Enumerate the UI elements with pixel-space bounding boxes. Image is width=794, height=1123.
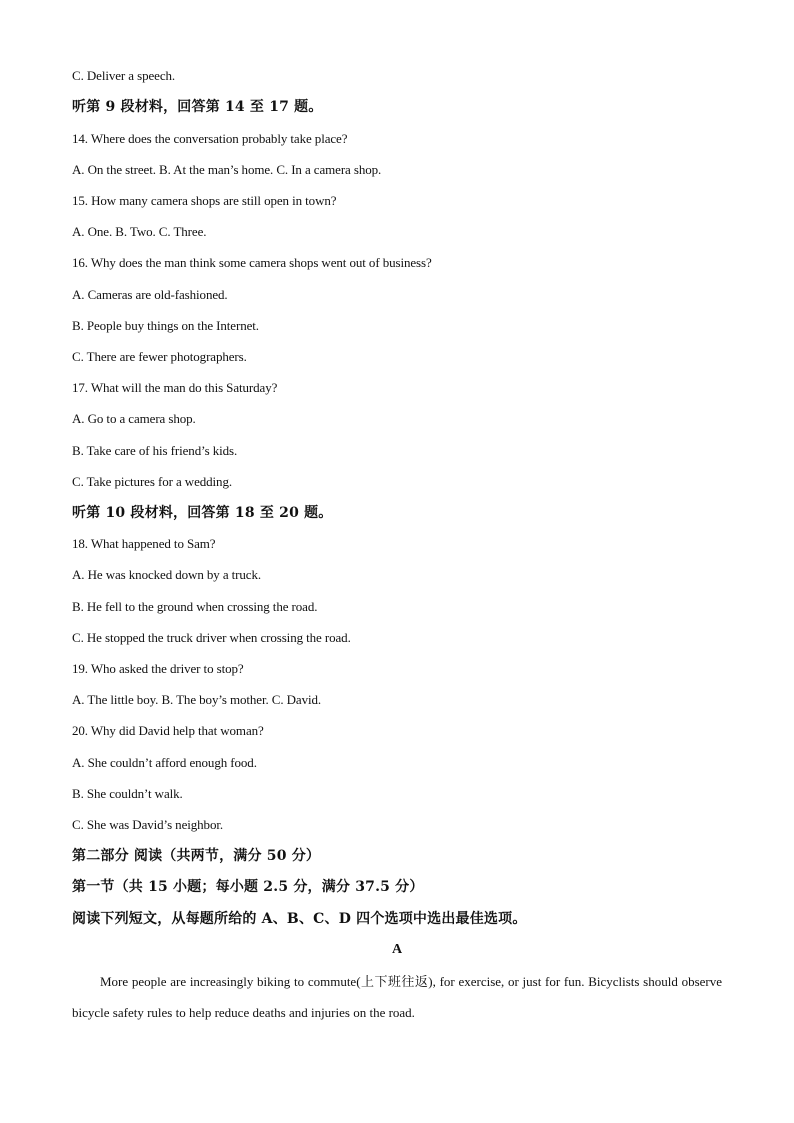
- option-line: A. He was knocked down by a truck.: [72, 567, 262, 582]
- option-line: A. She couldn’t afford enough food.: [72, 755, 257, 770]
- question-line: 20. Why did David help that woman?: [72, 723, 264, 738]
- question-line: 14. Where does the conversation probably take place?: [72, 131, 348, 146]
- passage-paragraph: More people are increasingly biking to commute(上下班往返), for exercise, or just for fun. Bicyclists should observe bicycle safety rules to help reduce deaths and injuries on the road.: [72, 974, 722, 1020]
- option-line: A. The little boy. B. The boy’s mother. C. David.: [72, 692, 322, 707]
- option-line: B. People buy things on the Internet.: [72, 318, 259, 333]
- question-line: 15. How many camera shops are still open in town?: [72, 193, 337, 208]
- section-heading: 听第 9 段材料，回答第 14 至 17 题。: [72, 99, 323, 115]
- section-heading: 第一节（共 15 小题；每小题 2.5 分，满分 37.5 分）: [72, 879, 424, 895]
- question-line: 17. What will the man do this Saturday?: [72, 380, 278, 395]
- instruction-heading: 阅读下列短文，从每题所给的 A、B、C、D 四个选项中选出最佳选项。: [72, 911, 527, 927]
- option-line: B. He fell to the ground when crossing the road.: [72, 599, 318, 614]
- option-line: C. Take pictures for a wedding.: [72, 474, 233, 489]
- option-line: C. He stopped the truck driver when crossing the road.: [72, 630, 351, 645]
- part-heading: 第二部分 阅读（共两节，满分 50 分）: [72, 848, 321, 864]
- option-line: A. Cameras are old-fashioned.: [72, 287, 228, 302]
- section-heading: 听第 10 段材料，回答第 18 至 20 题。: [72, 505, 333, 521]
- option-line: A. Go to a camera shop.: [72, 411, 196, 426]
- passage-title: A: [391, 942, 402, 957]
- option-line: C. She was David’s neighbor.: [72, 817, 224, 832]
- option-line: A. One. B. Two. C. Three.: [72, 224, 207, 239]
- option-line: C. There are fewer photographers.: [72, 349, 247, 364]
- option-line: C. Deliver a speech.: [72, 68, 176, 83]
- option-line: A. On the street. B. At the man’s home. C. In a camera shop.: [72, 162, 382, 177]
- question-line: 16. Why does the man think some camera shops went out of business?: [72, 255, 432, 270]
- option-line: B. She couldn’t walk.: [72, 786, 183, 801]
- question-line: 19. Who asked the driver to stop?: [72, 661, 244, 676]
- option-line: B. Take care of his friend’s kids.: [72, 443, 238, 458]
- question-line: 18. What happened to Sam?: [72, 536, 216, 551]
